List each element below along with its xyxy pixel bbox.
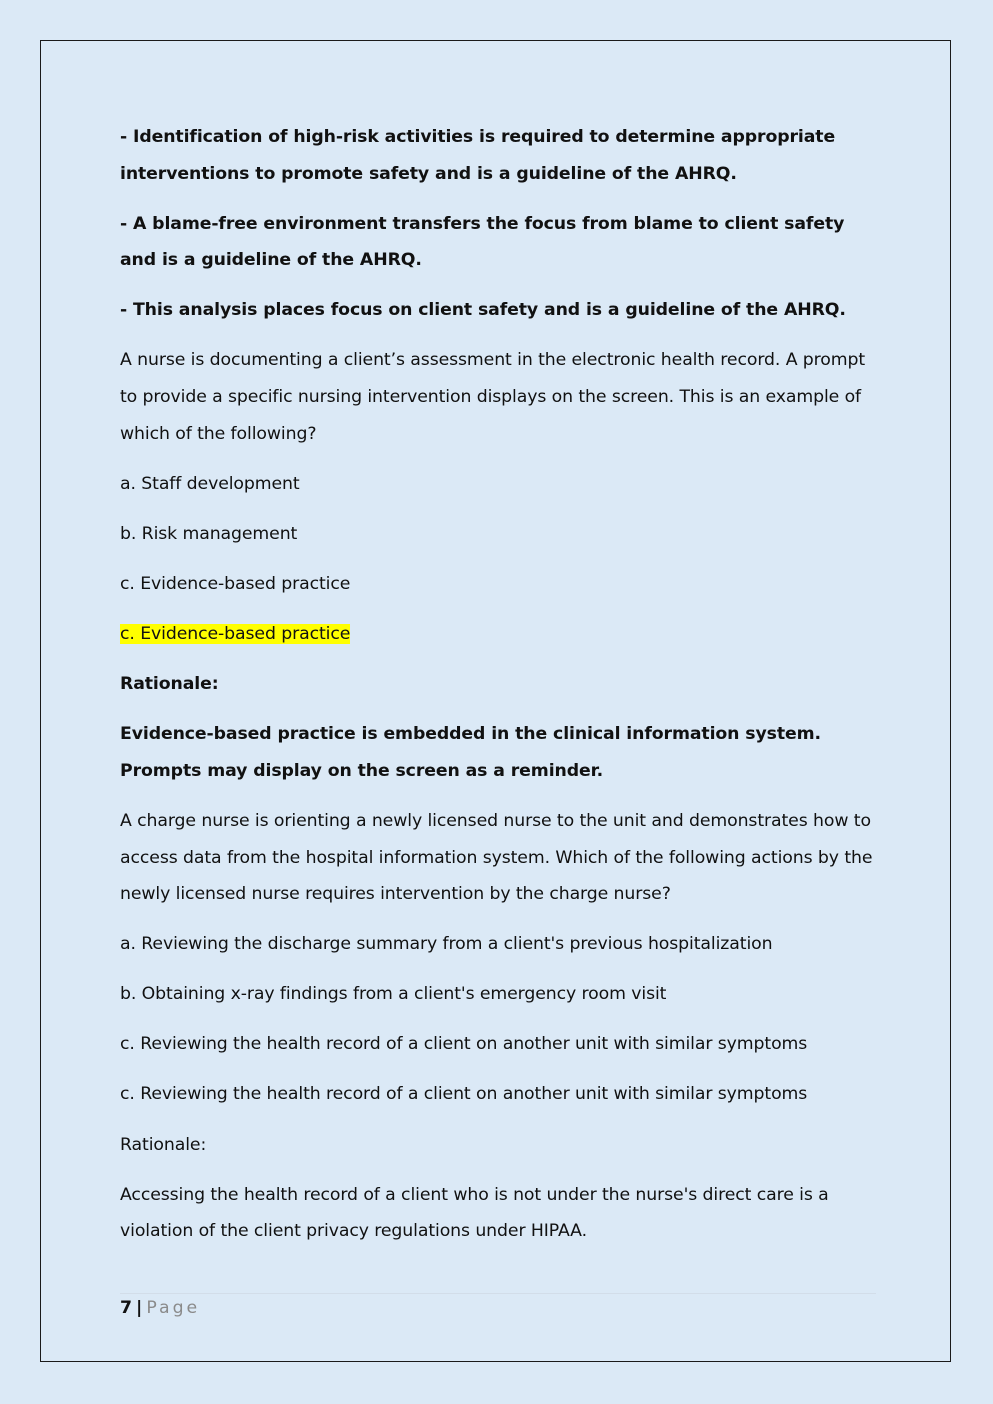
question-hospital-information-system: A charge nurse is orienting a newly licensed nurse to the unit and demonstrates how to access data from the hospital information system. Which of the following actions by the newly licensed nurse requires intervention by the charge nurse? [120, 810, 873, 905]
rationale-heading: Rationale: [120, 674, 219, 695]
option-b-xray-findings: b. Obtaining x-ray findings from a client's emergency room visit [120, 984, 667, 1005]
document-page [40, 40, 951, 1362]
page-separator: | [136, 1298, 143, 1318]
rationale-text-2: Accessing the health record of a client who is not under the nurse's direct care is a violation of the client privacy regulations under HIPAA. [120, 1184, 829, 1242]
option-a-staff-development: a. Staff development [120, 473, 300, 494]
option-a-discharge-summary: a. Reviewing the discharge summary from a client's previous hospitalization [120, 934, 773, 955]
answer-health-record-another-unit: c. Reviewing the health record of a client on another unit with similar symptoms [120, 1084, 808, 1105]
rationale-point-high-risk: - Identification of high-risk activities is required to determine appropriate interventions to promote safety and is a guideline of the AHRQ. [120, 127, 836, 184]
option-c-evidence-based-practice: c. Evidence-based practice [120, 573, 351, 594]
rationale-heading-2: Rationale: [120, 1134, 207, 1155]
option-c-health-record-another-unit: c. Reviewing the health record of a client on another unit with similar symptoms [120, 1034, 808, 1055]
page-number: 7 [120, 1298, 133, 1318]
rationale-text: Evidence-based practice is embedded in the clinical information system. Prompts may display on the screen as a reminder. [120, 724, 821, 781]
option-b-risk-management: b. Risk management [120, 523, 298, 544]
page-content [120, 119, 880, 1263]
page-label: Page [146, 1298, 201, 1318]
rationale-point-analysis: - This analysis places focus on client safety and is a guideline of the AHRQ. [120, 300, 846, 321]
question-ehr-prompt: A nurse is documenting a client’s assessment in the electronic health record. A prompt to provide a specific nursing intervention displays on the screen. This is an example of which of the following? [120, 350, 866, 444]
footer-divider [120, 1293, 876, 1294]
answer-line [120, 616, 880, 653]
page-footer [120, 1294, 200, 1322]
highlighted-answer: c. Evidence-based practice [120, 624, 351, 645]
rationale-point-blame-free: - A blame-free environment transfers the focus from blame to client safety and is a guideline of the AHRQ. [120, 213, 845, 271]
